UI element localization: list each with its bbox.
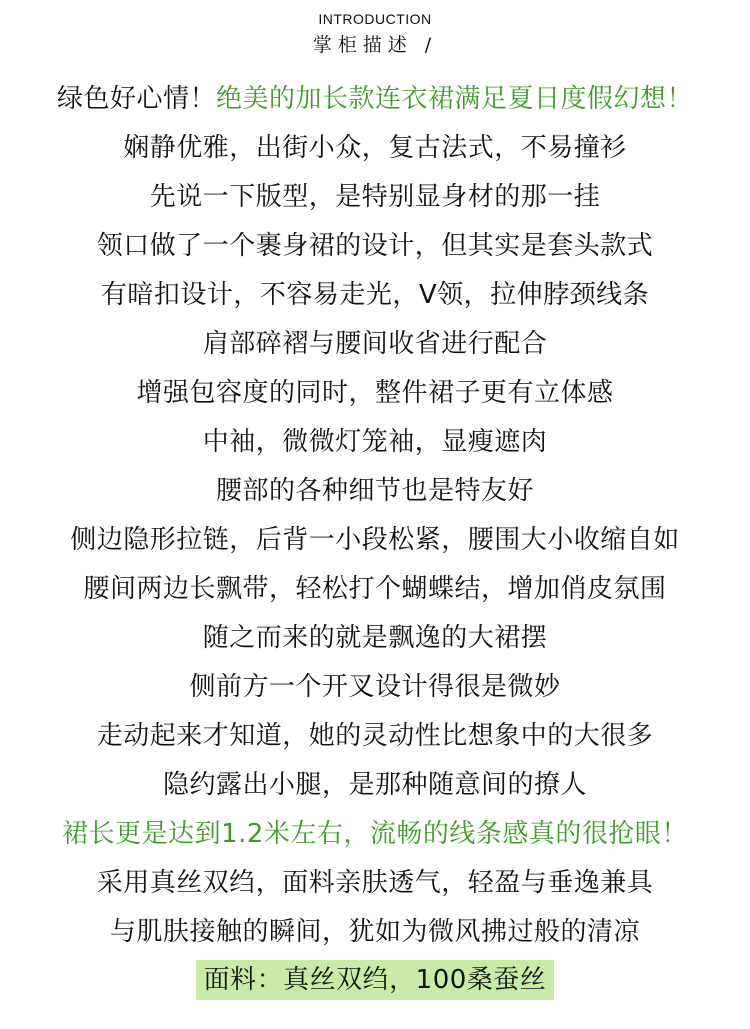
description-line: 先说一下版型，是特别显身材的那一挂	[149, 182, 601, 212]
description-line: 侧边隐形拉链，后背一小段松紧，腰围大小收缩自如	[70, 525, 680, 555]
intro-lead: 绿色好心情！	[56, 84, 216, 114]
intro-lead-green: 绝美的加长款连衣裙满足夏日度假幻想！	[216, 84, 694, 114]
description-line: 与肌肤接触的瞬间，犹如为微风拂过般的清凉	[109, 917, 640, 947]
fabric-highlight: 面料：真丝双绉，100桑蚕丝	[196, 960, 555, 1000]
description-line: 采用真丝双绉，面料亲肤透气，轻盈与垂逸兼具	[96, 868, 654, 898]
description-line: 侧前方一个开叉设计得很是微妙	[189, 672, 561, 702]
description-line: 有暗扣设计，不容易走光，V领，拉伸脖颈线条	[100, 280, 650, 310]
description-line: 肩部碎褶与腰间收省进行配合	[202, 329, 548, 359]
description-line: 增强包容度的同时，整件裙子更有立体感	[136, 378, 614, 408]
description-line: 随之而来的就是飘逸的大裙摆	[202, 623, 548, 653]
section-header	[0, 0, 750, 59]
description-lines	[0, 75, 750, 957]
intro-line	[0, 75, 750, 124]
green-highlight-line: 裙长更是达到1.2米左右，流畅的线条感真的很抢眼！	[62, 819, 688, 849]
description-line: 娴静优雅，出街小众，复古法式，不易撞衫	[123, 133, 627, 163]
description-line: 中袖，微微灯笼袖，显瘦遮肉	[202, 427, 548, 457]
description-line: 领口做了一个裹身裙的设计，但其实是套头款式	[96, 231, 654, 261]
description-line: 腰间两边长飘带，轻松打个蝴蝶结，增加俏皮氛围	[83, 574, 667, 604]
fabric-highlight-row	[0, 960, 750, 1000]
description-line: 隐约露出小腿，是那种随意间的撩人	[162, 770, 587, 800]
description-line: 走动起来才知道，她的灵动性比想象中的大很多	[96, 721, 654, 751]
description-line: 腰部的各种细节也是特友好	[215, 476, 534, 506]
header-subtitle: INTRODUCTION	[318, 11, 432, 27]
header-title: 掌柜描述 /	[312, 34, 438, 56]
